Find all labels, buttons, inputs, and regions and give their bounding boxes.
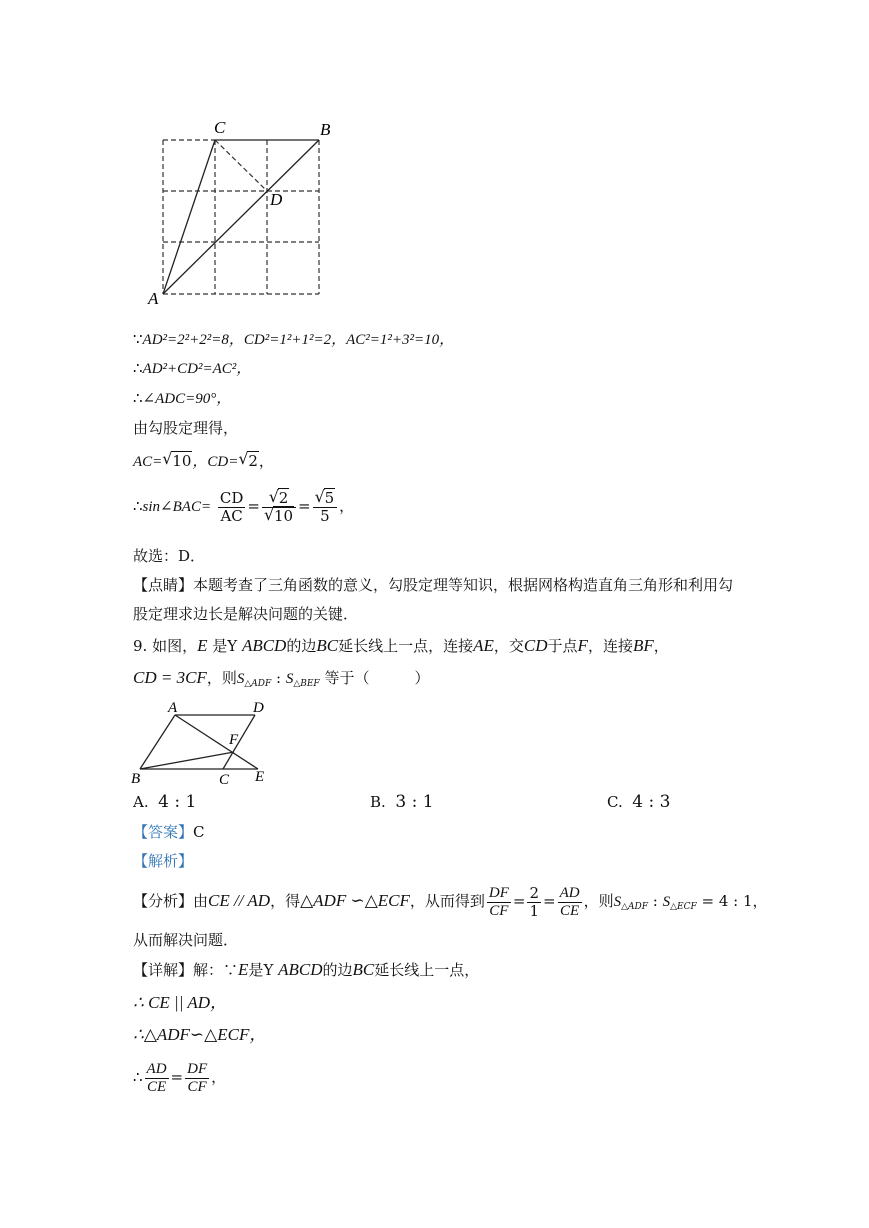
line-1: ∵AD²=2²+2²=8，CD²=1²+1²=2，AC²=1²+3²=10， — [133, 330, 455, 348]
label-b: B — [320, 120, 331, 139]
fig2-label-d: D — [253, 700, 264, 716]
detail-line-2: ∴ CE || AD， — [133, 993, 227, 1012]
line-9: 股定理求边长是解决问题的关键． — [133, 605, 359, 623]
fenxi-line: 【分析】由CE // AD，得△ADF ∽△ECF，从而得到 $\frac{DF}{CF}$ = $\frac{2}{1}$ = $\frac{AD}{CE}$ ，则$S_{\triangle ADF}$ : $S_{\triangle ECF} = 4$ : 1， — [133, 883, 768, 920]
line-7: 故选：D． — [133, 547, 206, 565]
option-b: B. 3 : 1 — [370, 792, 434, 812]
line-6: ∴sin∠BAC= $\frac{CD}{AC}$ = √ 2 √ 10 = √ 5 5 ， — [133, 486, 355, 525]
parallelogram-figure — [128, 696, 288, 788]
fig2-label-f: F — [229, 732, 239, 748]
detail-line-1: 【详解】解：∵E是Y ABCD的边BC延长线上一点， — [133, 960, 480, 979]
fig2-label-a: A — [168, 700, 178, 716]
line-4: 由勾股定理得， — [133, 419, 239, 437]
label-a: A — [148, 289, 159, 308]
detail-line-4: ∴ $\frac{AD}{CE}$ = $\frac{DF}{CF}$ ， — [133, 1060, 227, 1095]
fig2-label-b: B — [131, 771, 141, 787]
detail-line-3: ∴△ADF∽△ECF， — [133, 1025, 267, 1044]
fig2-label-e: E — [255, 769, 265, 785]
question-9-line-1: 9. 如图，E 是Y ABCD的边BC延长线上一点，连接AE，交CD于点F，连接BF， — [133, 636, 669, 655]
line-2: ∴AD²+CD²=AC²， — [133, 359, 252, 377]
option-a: A. 4 : 1 — [133, 792, 197, 812]
fig2-label-c: C — [219, 772, 230, 788]
label-d: D — [270, 190, 283, 209]
analysis-tag: 【解析】 — [133, 852, 194, 870]
fenxi-line-2: 从而解决问题． — [133, 931, 239, 949]
line-3: ∴∠ADC=90°， — [133, 389, 232, 407]
option-c: C. 4 : 3 — [607, 792, 671, 812]
question-9-line-2: CD = 3CF，则$S_{\triangle ADF}$ : $S_{\triangle BEF}$ 等于（ ） — [133, 668, 430, 689]
answer-line: 【答案】C — [133, 823, 205, 841]
grid-figure — [140, 115, 340, 310]
line-8: 【点睛】本题考查了三角函数的意义，勾股定理等知识，根据网格构造直角三角形和利用勾 — [133, 576, 734, 594]
label-c: C — [214, 118, 226, 137]
line-5: AC= √ 10，CD= √ 2， — [133, 449, 274, 470]
